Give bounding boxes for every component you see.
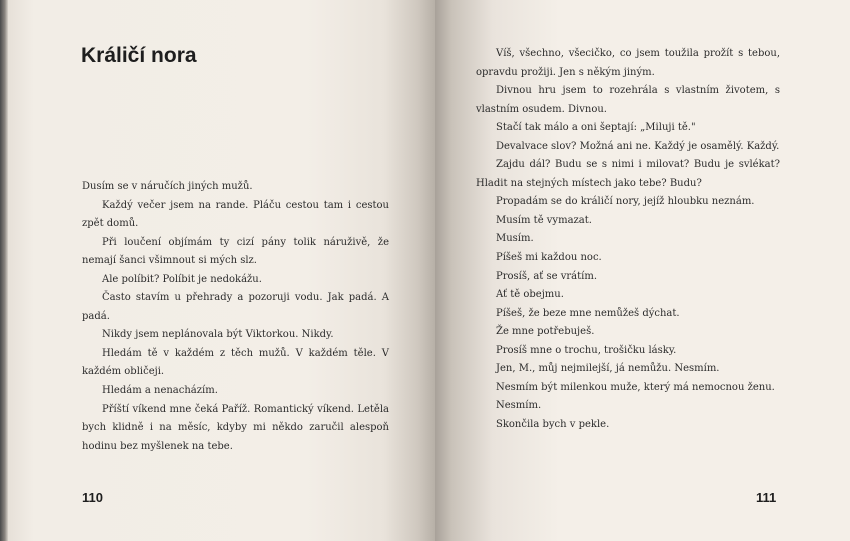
paragraph: Zajdu dál? Budu se s nimi i milovat? Budu je svlékat? Hladit na stejných místech jako tebe? Budu? (476, 159, 780, 189)
right-page-text (476, 45, 780, 434)
paragraph: Hledám tě v každém z těch mužů. V každém těle. V každém obličeji. (82, 347, 389, 378)
paragraph: Nesmím. (496, 400, 542, 412)
page-number: 111 (756, 490, 777, 505)
paragraph: Každý večer jsem na rande. Pláču cestou tam i cestou zpět domů. (82, 199, 389, 230)
paragraph: Stačí tak málo a oni šeptají: „Miluji tě." (496, 122, 696, 134)
paragraph: Propadám se do králičí nory, jejíž hloubku neznám. (496, 196, 755, 208)
paragraph: Píšeš mi každou noc. (496, 252, 602, 264)
paragraph: Nesmím být milenkou muže, který má nemocnou ženu. (496, 381, 775, 393)
book-page-edges (0, 0, 8, 541)
paragraph: Píšeš, že beze mne nemůžeš dýchat. (496, 307, 680, 319)
paragraph: Dusím se v náručích jiných mužů. (82, 181, 253, 192)
paragraph: Při loučení objímám ty cizí pány tolik náruživě, že nemají šanci všimnout si mých slz. (82, 236, 389, 267)
paragraph: Musím tě vymazat. (496, 214, 592, 226)
paragraph: Nikdy jsem neplánovala být Viktorkou. Nikdy. (102, 329, 334, 341)
right-page (435, 0, 850, 541)
paragraph: Musím. (496, 233, 534, 245)
paragraph: Prosíš, ať se vrátím. (496, 270, 598, 282)
paragraph: Prosíš mne o trochu, trošičku lásky. (496, 344, 677, 356)
chapter-title: Králičí nora (81, 44, 197, 67)
paragraph: Skončila bych v pekle. (496, 418, 610, 430)
paragraph: Víš, všechno, všecičko, co jsem toužila prožít s tebou, opravdu prožiji. Jen s někým jiným. (476, 48, 780, 78)
paragraph: Příští víkend mne čeká Paříž. Romantický víkend. Letěla bych klidně i na měsíc, kdyby mi někdo zaručil alespoň hodinu bez myšlenek na tebe. (82, 403, 389, 452)
left-page-text (82, 178, 389, 456)
paragraph: Hledám a nenacházím. (102, 385, 218, 397)
paragraph: Že mne potřebuješ. (496, 326, 595, 338)
paragraph: Jen, M., můj nejmilejší, já nemůžu. Nesmím. (496, 363, 720, 375)
paragraph: Ať tě obejmu. (496, 289, 564, 301)
paragraph: Často stavím u přehrady a pozoruji vodu. Jak padá. A padá. (82, 292, 389, 322)
page-number: 110 (82, 490, 103, 505)
paragraph: Divnou hru jsem to rozehrála s vlastním životem, s vlastním osudem. Divnou. (476, 85, 780, 115)
paragraph: Devalvace slov? Možná ani ne. Každý je osamělý. Každý. (496, 140, 780, 152)
left-page (8, 0, 435, 541)
paragraph: Ale políbit? Políbit je nedokážu. (102, 273, 262, 285)
